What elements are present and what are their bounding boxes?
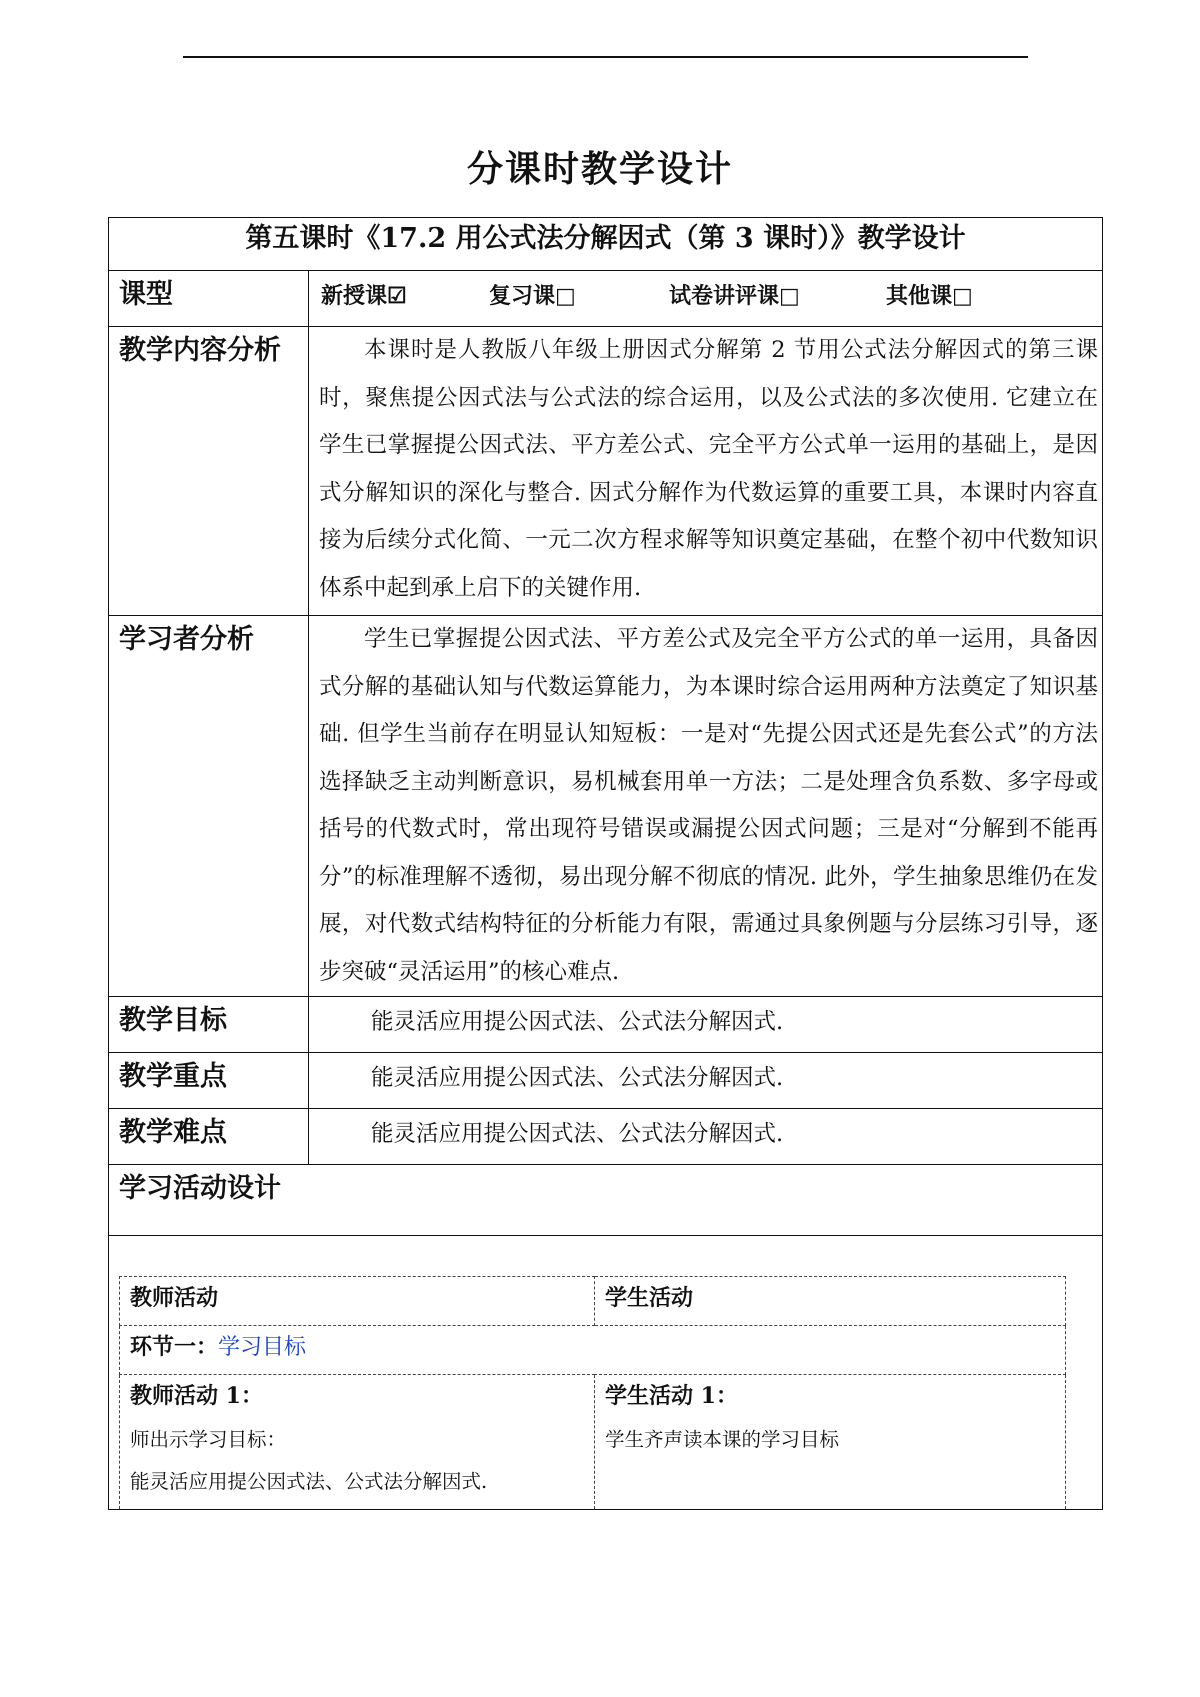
- learner-analysis-label: 学习者分析: [109, 616, 309, 997]
- content-analysis-text: 本课时是人教版八年级上册因式分解第 2 节用公式法分解因式的第三课时，聚焦提公因式法与公式法的综合运用，以及公式法的多次使用. 它建立在学生已掌握提公因式法、平方差公式、完全平方公式单一运用的基础上，是因式分解知识的深化与整合. 因式分解作为代数运算的重要工具，本课时内容直接为后续分式化简、一元二次方程求解等知识奠定基础，在整个初中代数知识体系中起到承上启下的关键作用.: [309, 327, 1103, 616]
- activity-design-label: 学习活动设计: [109, 1165, 1103, 1236]
- key-points-text: 能灵活应用提公因式法、公式法分解因式.: [309, 1053, 1103, 1109]
- activity-table: [119, 1276, 1066, 1509]
- difficulties-label: 教学难点: [109, 1109, 309, 1165]
- teacher-activity-line: 能灵活应用提公因式法、公式法分解因式.: [130, 1470, 488, 1493]
- lesson-type-options: [309, 271, 1103, 327]
- header-rule: [183, 56, 1028, 58]
- key-points-label: 教学重点: [109, 1053, 309, 1109]
- stage-prefix: 环节一：: [130, 1334, 219, 1360]
- lesson-type-new: 新授课☑: [321, 283, 407, 309]
- teacher-activity-line: 师出示学习目标：: [130, 1428, 287, 1451]
- student-activity-header: 学生活动: [595, 1277, 1066, 1326]
- student-activity-title: 学生活动 1：: [605, 1383, 738, 1409]
- lesson-type-other: 其他课□: [886, 283, 973, 309]
- content-analysis-label: 教学内容分析: [109, 327, 309, 616]
- lesson-design-table: [108, 217, 1103, 1510]
- activity-design-area: [109, 1236, 1103, 1510]
- student-activity-cell: [595, 1375, 1066, 1510]
- lesson-type-label: 课型: [109, 271, 309, 327]
- stage-name: 学习目标: [218, 1335, 307, 1360]
- lesson-type-review: 复习课□: [489, 283, 576, 309]
- teacher-activity-title: 教师活动 1：: [130, 1383, 263, 1409]
- difficulties-text: 能灵活应用提公因式法、公式法分解因式.: [309, 1109, 1103, 1165]
- document-title: 分课时教学设计: [466, 148, 733, 190]
- student-activity-line: 学生齐声读本课的学习目标: [605, 1428, 840, 1451]
- objectives-label: 教学目标: [109, 997, 309, 1053]
- objectives-text: 能灵活应用提公因式法、公式法分解因式.: [309, 997, 1103, 1053]
- teacher-activity-cell: [120, 1375, 595, 1510]
- teacher-activity-header: 教师活动: [120, 1277, 595, 1326]
- learner-analysis-text: 学生已掌握提公因式法、平方差公式及完全平方公式的单一运用，具备因式分解的基础认知与代数运算能力，为本课时综合运用两种方法奠定了知识基础. 但学生当前存在明显认知短板：一是对“先提公因式还是先套公式”的方法选择缺乏主动判断意识，易机械套用单一方法；二是处理含负系数、多字母或括号的代数式时，常出现符号错误或漏提公因式问题；三是对“分解到不能再分”的标准理解不透彻，易出现分解不彻底的情况. 此外，学生抽象思维仍在发展，对代数式结构特征的分析能力有限，需通过具象例题与分层练习引导，逐步突破“灵活运用”的核心难点.: [309, 616, 1103, 997]
- stage-row: [120, 1326, 1066, 1375]
- lesson-subtitle: 第五课时《17.2 用公式法分解因式（第 3 课时）》教学设计: [109, 218, 1103, 271]
- lesson-type-exam-review: 试卷讲评课□: [669, 283, 800, 309]
